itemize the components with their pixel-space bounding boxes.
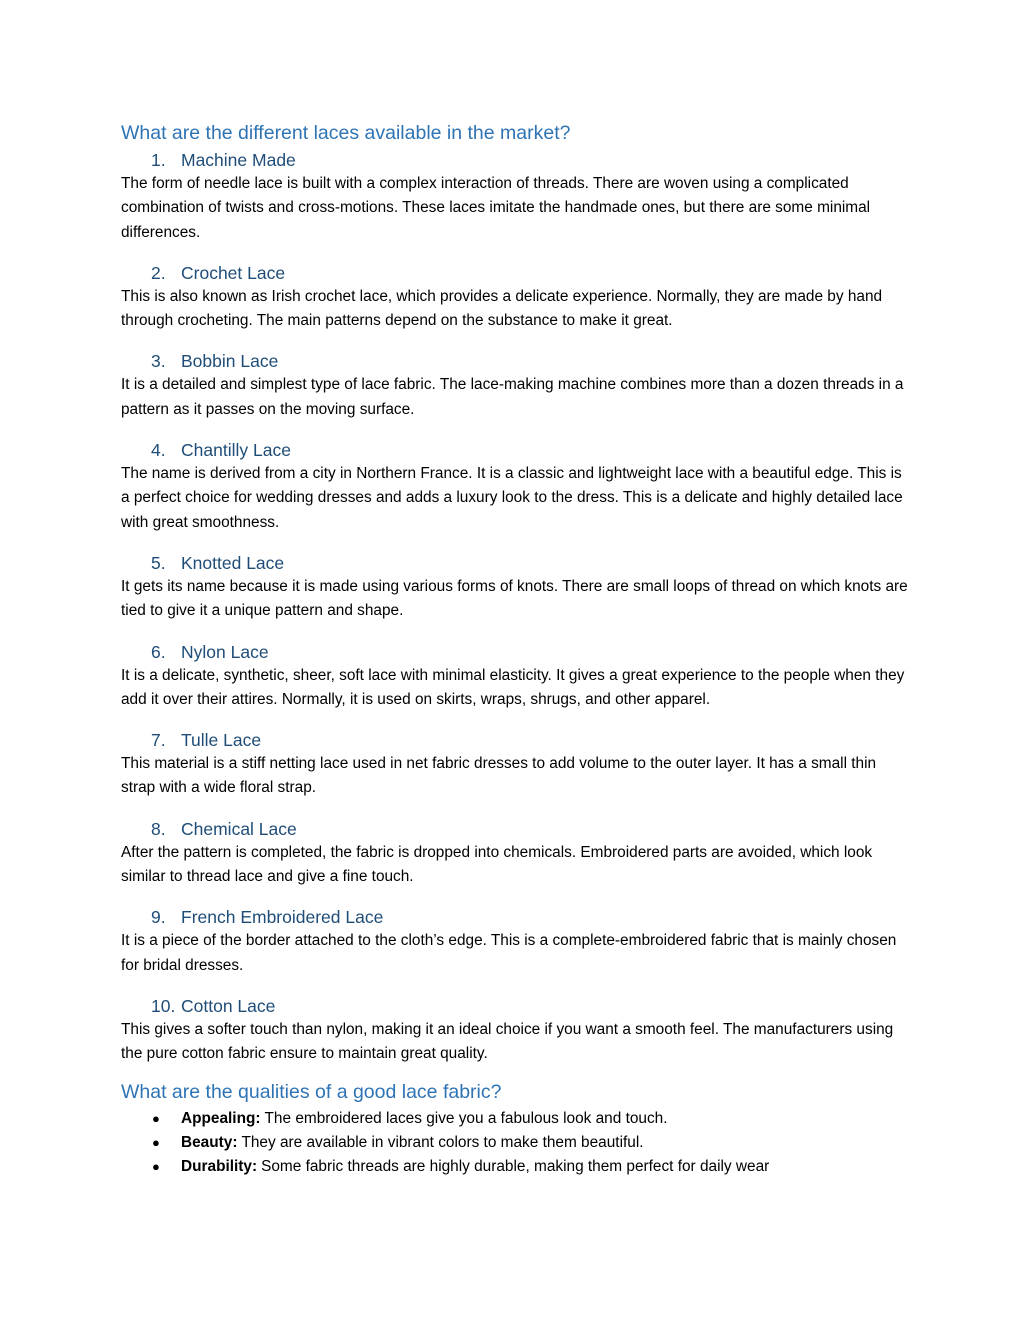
lace-type-item [121, 728, 911, 801]
lace-type-description: This is also known as Irish crochet lace, which provides a delicate experience. Normally, they are made by hand through crocheting. The main patterns depend on the substance to make it great. [121, 287, 883, 330]
list-number: 2. [151, 262, 166, 283]
lace-type-description: The name is derived from a city in Northern France. It is a classic and lightweight lace with a beautiful edge. This is a perfect choice for wedding dresses and adds a luxury look to the dress. This is a delicate and highly detailed lace with great smoothness. [121, 465, 903, 531]
lace-type-heading [121, 728, 911, 752]
lace-type-heading [121, 994, 911, 1018]
lace-type-heading [121, 640, 911, 664]
list-number: 1. [151, 150, 166, 170]
lace-type-heading [121, 817, 911, 841]
list-number: 7. [151, 730, 166, 751]
lace-type-item [121, 148, 911, 245]
lace-type-title: Bobbin Lace [181, 351, 279, 372]
quality-label: Durability: [181, 1158, 258, 1176]
lace-type-description: This material is a stiff netting lace used in net fabric dresses to add volume to the outer layer. It has a small thin strap with a wide floral strap. [121, 755, 877, 797]
list-number: 8. [151, 818, 166, 839]
quality-text: They are available in vibrant colors to make them beautiful. [241, 1133, 644, 1151]
quality-label: Appealing: [181, 1109, 261, 1127]
lace-type-description: The form of needle lace is built with a complex interaction of threads. There are woven using a complicated combination of twists and cross-motions. These laces imitate the handmade ones, but there are some minimal differences. [121, 175, 871, 241]
quality-item [121, 1131, 911, 1155]
lace-type-title: Cotton Lace [181, 995, 276, 1016]
bullet-icon: ● [152, 1110, 160, 1126]
lace-type-heading [121, 148, 911, 172]
lace-type-description: It gets its name because it is made using various forms of knots. There are small loops of thread on which knots are tied to give it a unique pattern and shape. [121, 577, 908, 620]
lace-type-heading [121, 261, 911, 285]
list-number: 10. [151, 995, 176, 1016]
lace-type-item [121, 640, 911, 713]
document-page [121, 118, 911, 1179]
quality-label: Beauty: [181, 1133, 238, 1151]
lace-type-description: After the pattern is completed, the fabric is dropped into chemicals. Embroidered parts are avoided, which look similar to thread lace and give a fine touch. [121, 843, 873, 886]
lace-type-title: Chemical Lace [181, 818, 297, 839]
lace-type-heading [121, 551, 911, 575]
bullet-icon: ● [152, 1134, 160, 1150]
lace-type-title: Knotted Lace [181, 552, 285, 573]
qualities-list [121, 1107, 911, 1180]
lace-type-title: Crochet Lace [181, 262, 286, 283]
lace-type-item [121, 817, 911, 890]
lace-type-description: This gives a softer touch than nylon, making it an ideal choice if you want a smooth feel. The manufacturers using the pure cotton fabric ensure to maintain great quality. [121, 1020, 894, 1063]
quality-text: The embroidered laces give you a fabulous look and touch. [264, 1109, 668, 1127]
list-number: 5. [151, 552, 166, 573]
lace-type-item [121, 994, 911, 1067]
list-number: 3. [151, 351, 166, 372]
lace-type-item [121, 261, 911, 334]
section-heading-laces: What are the different laces available in the market? [121, 122, 571, 144]
lace-type-description: It is a delicate, synthetic, sheer, soft lace with minimal elasticity. It gives a great experience to the people when they add it over their attires. Normally, it is used on skirts, wraps, shrugs, and other apparel. [121, 666, 905, 708]
lace-type-item [121, 349, 911, 422]
lace-type-description: It is a piece of the border attached to the cloth’s edge. This is a complete-embroidered fabric that is mainly chosen for bridal dresses. [121, 932, 897, 974]
list-number: 9. [151, 907, 166, 928]
lace-type-title: French Embroidered Lace [181, 907, 384, 928]
section-heading-qualities: What are the qualities of a good lace fabric? [121, 1080, 502, 1103]
quality-text: Some fabric threads are highly durable, making them perfect for daily wear [261, 1158, 770, 1176]
list-number: 6. [151, 641, 166, 662]
lace-type-title: Machine Made [181, 150, 296, 170]
quality-item [121, 1107, 911, 1131]
lace-type-title: Nylon Lace [181, 641, 269, 662]
lace-type-description: It is a detailed and simplest type of lace fabric. The lace-making machine combines more than a dozen threads in a pattern as it passes on the moving surface. [121, 376, 904, 418]
lace-type-heading [121, 905, 911, 929]
bullet-icon: ● [152, 1159, 160, 1175]
lace-type-title: Tulle Lace [181, 730, 262, 751]
lace-types-list [121, 148, 911, 1067]
lace-type-item [121, 551, 911, 624]
lace-type-heading [121, 349, 911, 373]
lace-type-title: Chantilly Lace [181, 440, 291, 461]
quality-item [121, 1155, 911, 1179]
lace-type-item [121, 438, 911, 535]
lace-type-item [121, 905, 911, 978]
lace-type-heading [121, 438, 911, 462]
list-number: 4. [151, 440, 166, 461]
